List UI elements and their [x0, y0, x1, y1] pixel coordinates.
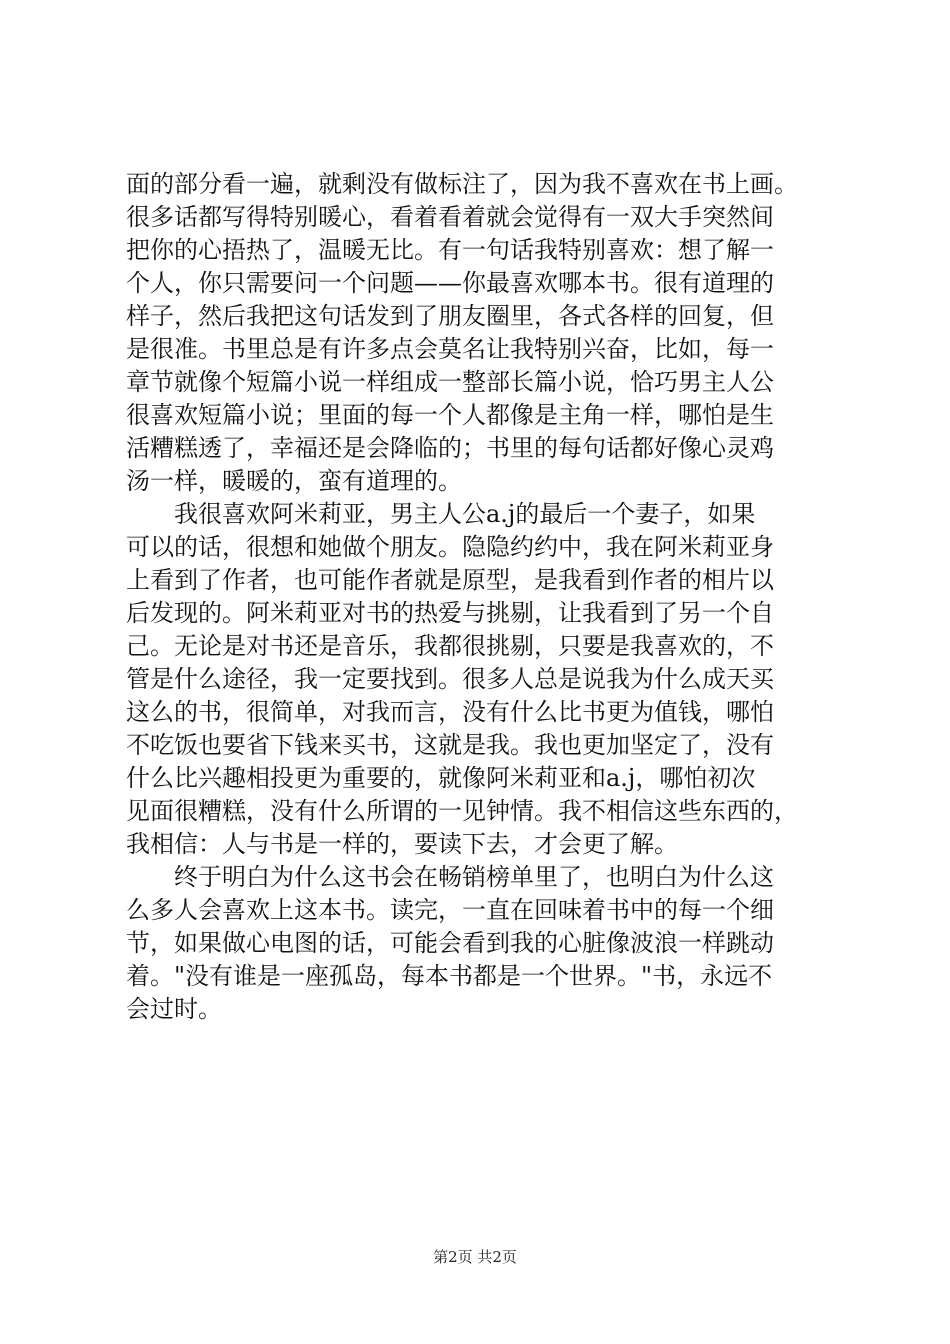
text-line: 上看到了作者，也可能作者就是原型，是我看到作者的相片以: [126, 566, 774, 594]
text-line: 面的部分看一遍，就剩没有做标注了，因为我不喜欢在书上画。: [126, 170, 798, 198]
body-text: [126, 168, 846, 1026]
text-line: 把你的心捂热了，温暖无比。有一句话我特别喜欢：想了解一: [126, 236, 774, 264]
text-line: 很多话都写得特别暖心，看着看着就会觉得有一双大手突然间: [126, 203, 774, 231]
text-line: 见面很糟糕，没有什么所谓的一见钟情。我不相信这些东西的，: [126, 797, 798, 825]
text-line: 很喜欢短篇小说；里面的每一个人都像是主角一样，哪怕是生: [126, 401, 774, 429]
page-number-footer: 第2页 共2页: [433, 1248, 517, 1266]
text-line: 什么比兴趣相投更为重要的，就像阿米莉亚和a.j，哪怕初次: [126, 764, 756, 792]
text-line: 章节就像个短篇小说一样组成一整部长篇小说，恰巧男主人公: [126, 368, 774, 396]
text-line: 后发现的。阿米莉亚对书的热爱与挑剔，让我看到了另一个自: [126, 599, 774, 627]
text-line: 管是什么途径，我一定要找到。很多人总是说我为什么成天买: [126, 665, 774, 693]
text-line: 会过时。: [126, 995, 222, 1023]
text-line: 这么的书，很简单，对我而言，没有什么比书更为值钱，哪怕: [126, 698, 774, 726]
text-line: 着。"没有谁是一座孤岛，每本书都是一个世界。"书，永远不: [126, 962, 773, 990]
text-line: 我很喜欢阿米莉亚，男主人公a.j的最后一个妻子，如果: [126, 500, 756, 528]
text-line: 汤一样，暖暖的，蛮有道理的。: [126, 467, 462, 495]
text-line: 样子，然后我把这句话发到了朋友圈里，各式各样的回复，但: [126, 302, 774, 330]
text-line: 活糟糕透了，幸福还是会降临的；书里的每句话都好像心灵鸡: [126, 434, 774, 462]
text-line: 我相信：人与书是一样的，要读下去，才会更了解。: [126, 830, 678, 858]
text-line: 个人，你只需要问一个问题——你最喜欢哪本书。很有道理的: [126, 269, 774, 297]
text-line: 己。无论是对书还是音乐，我都很挑剔，只要是我喜欢的，不: [126, 632, 774, 660]
text-line: 么多人会喜欢上这本书。读完，一直在回味着书中的每一个细: [126, 896, 774, 924]
text-line: 不吃饭也要省下钱来买书，这就是我。我也更加坚定了，没有: [126, 731, 774, 759]
text-line: 终于明白为什么这书会在畅销榜单里了，也明白为什么这: [126, 863, 774, 891]
text-line: 是很准。书里总是有许多点会莫名让我特别兴奋，比如，每一: [126, 335, 774, 363]
text-line: 可以的话，很想和她做个朋友。隐隐约约中，我在阿米莉亚身: [126, 533, 774, 561]
text-line: 节，如果做心电图的话，可能会看到我的心脏像波浪一样跳动: [126, 929, 774, 957]
